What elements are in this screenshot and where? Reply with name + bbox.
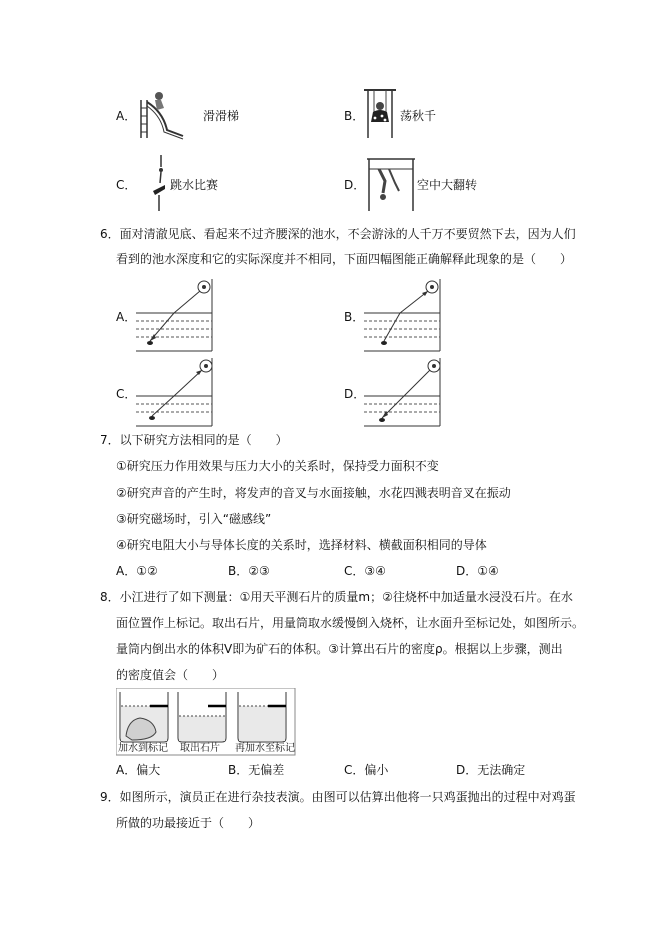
q5-option-c-label: 跳水比赛 [170,178,219,192]
q7-item-4: ④研究电阻大小与导体长度的关系时，选择材料、横截面积相同的导体 [116,538,487,552]
q6-option-d-letter: D． [344,387,366,401]
q5-option-d-letter: D． [344,178,366,192]
q7-option-c: C．③④ [344,564,386,578]
q8-caption-3: 再加水至标记 [235,743,295,754]
slide-image [133,90,185,140]
q8-option-a: A．偏大 [116,763,161,777]
q9-stem-line-2: 所做的功最接近于（ ） [116,816,261,830]
q8-stem-line-3: 量筒内倒出水的体积V即为矿石的体积。③计算出石片的密度ρ。根据以上步骤，测出 [116,642,563,656]
q8-stem-line-2: 面位置作上标记。取出石片，用量筒取水缓慢倒入烧杯，让水面升至标记处，如图所示。 [116,616,585,630]
diving-image [151,153,171,213]
gymnastics-image [365,157,417,213]
q8-option-c: C．偏小 [344,763,389,777]
q5-option-b-label: 荡秋千 [400,109,437,123]
swing-image [362,88,398,140]
q7-item-2: ②研究声音的产生时，将发声的音叉与水面接触，水花四溅表明音叉在振动 [116,486,511,500]
q6-option-b-letter: B． [344,310,365,324]
q8-stem-line-4: 的密度值会（ ） [116,668,225,682]
q8-stem-line-1: 8．小江进行了如下测量：①用天平测石片的质量m；②往烧杯中加适量水浸没石片。在水 [100,590,573,604]
refraction-figure-b [362,277,444,353]
q7-stem: 7．以下研究方法相同的是（ ） [100,433,288,447]
refraction-figure-d [362,356,444,428]
q8-caption-2: 取出石片 [180,743,220,754]
q7-option-d: D．①④ [456,564,499,578]
q6-stem-line-2: 看到的池水深度和它的实际深度并不相同，下面四幅图能正确解释此现象的是（ ） [116,252,573,266]
q6-option-a-letter: A． [116,310,137,324]
q8-caption-1: 加水到标记 [118,743,168,754]
q8-option-b: B．无偏差 [228,763,285,777]
q5-option-b-letter: B． [344,109,365,123]
q7-option-b: B．②③ [228,564,270,578]
q7-option-a: A．①② [116,564,158,578]
q5-option-a-letter: A． [116,109,137,123]
q5-option-a-label: 滑滑梯 [203,109,240,123]
q7-item-1: ①研究压力作用效果与压力大小的关系时，保持受力面积不变 [116,459,439,473]
q7-item-3: ③研究磁场时，引入“磁感线” [116,512,272,526]
q5-option-c-letter: C． [116,178,137,192]
q9-stem-line-1: 9．如图所示，演员正在进行杂技表演。由图可以估算出他将一只鸡蛋抛出的过程中对鸡蛋 [100,790,576,804]
q5-option-d-label: 空中大翻转 [417,178,478,192]
refraction-figure-c [134,356,216,428]
q6-option-c-letter: C． [116,387,137,401]
q6-stem-line-1: 6．面对清澈见底、看起来不过齐腰深的池水，不会游泳的人千万不要贸然下去，因为人们 [100,227,576,241]
q8-option-d: D．无法确定 [456,763,526,777]
refraction-figure-a [134,277,216,353]
